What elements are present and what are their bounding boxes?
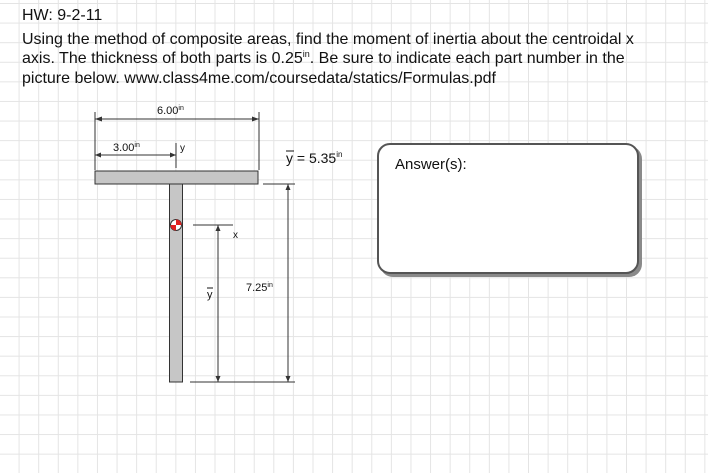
answer-box[interactable] [377, 143, 639, 274]
height-arrow-top [286, 184, 291, 190]
homework-title: HW: 9-2-11 [22, 7, 103, 24]
answer-label: Answer(s): [395, 156, 467, 173]
half-width-label: $3.00^{in}$ [113, 142, 140, 154]
web-part [170, 184, 183, 382]
height-label: $7.25^{in}$ [246, 282, 273, 294]
y-axis-label: y [180, 143, 185, 154]
overall-width-arrow-left [95, 117, 102, 122]
ybar-equation: $y = 5.35^{in}$ [286, 150, 343, 166]
problem-line-3: picture below. www.class4me.com/coursedata/statics/Formulas.pdf [22, 70, 496, 87]
ybar-label: y [207, 289, 213, 301]
flange-part [95, 171, 258, 184]
overall-width-arrow-right [252, 117, 259, 122]
problem-line-2-start: axis. The thickness of both parts is 0.25 [22, 50, 303, 67]
problem-line-1: Using the method of composite areas, find the moment of inertia about the centroidal x [22, 31, 634, 48]
ybar-arrow-bottom [216, 376, 221, 382]
x-axis-label: x [233, 230, 238, 241]
overall-width-label: $6.00^{in}$ [157, 105, 184, 117]
half-width-arrow-right [170, 153, 176, 158]
half-width-arrow-left [95, 153, 101, 158]
ybar-arrow-top [216, 225, 221, 231]
problem-line-2-end: . Be sure to indicate each part number in the [309, 50, 625, 67]
thickness-unit: in [302, 49, 310, 59]
height-arrow-bottom [286, 376, 291, 382]
